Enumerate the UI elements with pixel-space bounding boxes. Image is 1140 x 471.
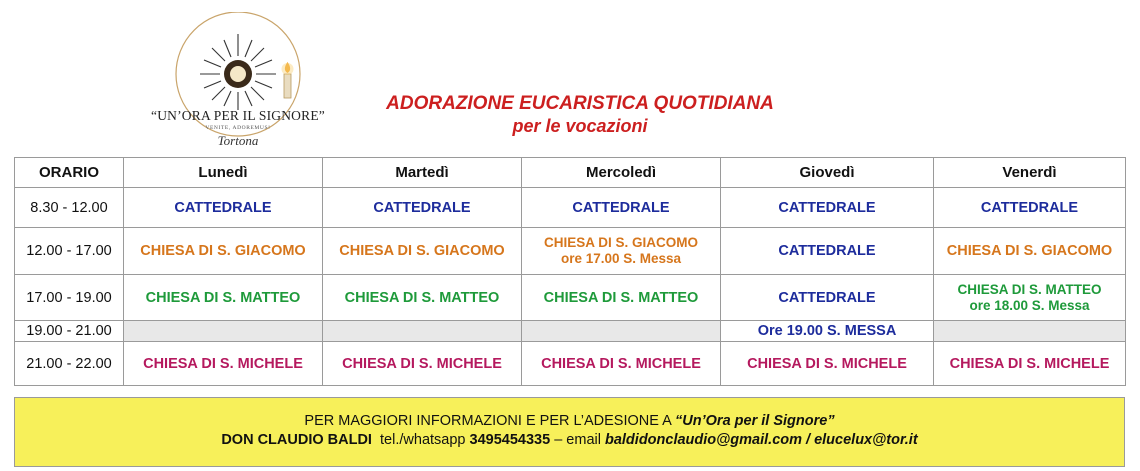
schedule-cell: CHIESA DI S. MATTEO <box>323 275 522 321</box>
schedule-cell: CHIESA DI S. GIACOMO <box>124 228 323 275</box>
contact-name: DON CLAUDIO BALDI <box>221 432 372 448</box>
title-line1: ADORAZIONE EUCARISTICA QUOTIDIANA <box>386 93 774 114</box>
empty-cell <box>323 321 522 342</box>
monstrance-logo-icon <box>138 12 338 152</box>
phone-label: tel./whatsapp <box>380 432 466 448</box>
schedule-cell: CATTEDRALE <box>323 188 522 228</box>
header-giovedi: Giovedì <box>721 158 934 188</box>
schedule-cell <box>934 275 1126 321</box>
schedule-cell: CATTEDRALE <box>721 275 934 321</box>
table-row <box>15 188 1126 228</box>
schedule-cell: CHIESA DI S. GIACOMO <box>934 228 1126 275</box>
time-cell: 8.30 - 12.00 <box>15 188 124 228</box>
table-row <box>15 275 1126 321</box>
cell-line2: ore 17.00 S. Messa <box>560 251 682 266</box>
schedule-cell: CHIESA DI S. GIACOMO <box>323 228 522 275</box>
schedule-cell: CATTEDRALE <box>721 188 934 228</box>
header-martedi: Martedì <box>323 158 522 188</box>
schedule-cell: CATTEDRALE <box>522 188 721 228</box>
header-lunedi: Lunedì <box>124 158 323 188</box>
schedule-cell <box>522 228 721 275</box>
table-row <box>15 342 1126 386</box>
time-cell: 19.00 - 21.00 <box>15 321 124 342</box>
phone-number: 3495454335 <box>469 432 551 448</box>
header-venerdi: Venerdì <box>934 158 1126 188</box>
schedule-cell: CHIESA DI S. MICHELE <box>934 342 1126 386</box>
title-line2: per le vocazioni <box>512 116 648 136</box>
cell-line1: CHIESA DI S. MATTEO <box>957 281 1102 297</box>
schedule-cell: Ore 19.00 S. MESSA <box>721 321 934 342</box>
footer-org-name: “Un’Ora per il Signore” <box>675 413 835 429</box>
logo-name: “UN’ORA PER IL SIGNORE” <box>151 108 325 123</box>
email-addresses: baldidonclaudio@gmail.com / elucelux@tor.it <box>604 432 918 448</box>
schedule-cell: CHIESA DI S. MATTEO <box>124 275 323 321</box>
logo-motto: VENITE, ADOREMUS! <box>205 125 271 131</box>
footer-info-text: PER MAGGIORI INFORMAZIONI E PER L’ADESIONE A <box>304 413 676 429</box>
empty-cell <box>124 321 323 342</box>
schedule-cell: CHIESA DI S. MICHELE <box>721 342 934 386</box>
schedule-cell: CATTEDRALE <box>721 228 934 275</box>
cell-line2: ore 18.00 S. Messa <box>969 297 1090 313</box>
schedule-cell: CHIESA DI S. MICHELE <box>323 342 522 386</box>
footer-line1 <box>15 412 1124 431</box>
empty-cell <box>934 321 1126 342</box>
logo-signature: Tortona <box>217 133 259 148</box>
info-footer <box>14 397 1125 467</box>
empty-cell <box>522 321 721 342</box>
header-mercoledi: Mercoledì <box>522 158 721 188</box>
time-cell: 21.00 - 22.00 <box>15 342 124 386</box>
cell-line1: CHIESA DI S. GIACOMO <box>543 235 698 250</box>
page-title <box>340 93 820 137</box>
table-row <box>15 228 1126 275</box>
schedule-cell: CATTEDRALE <box>124 188 323 228</box>
table-row <box>15 321 1126 342</box>
time-cell: 12.00 - 17.00 <box>15 228 124 275</box>
schedule-cell: CHIESA DI S. MICHELE <box>522 342 721 386</box>
footer-line2 <box>15 431 1124 450</box>
header-orario: ORARIO <box>15 158 124 188</box>
schedule-cell: CHIESA DI S. MICHELE <box>124 342 323 386</box>
schedule-cell: CATTEDRALE <box>934 188 1126 228</box>
schedule-table <box>14 157 1126 386</box>
logo <box>138 12 338 152</box>
schedule-cell: CHIESA DI S. MATTEO <box>522 275 721 321</box>
time-cell: 17.00 - 19.00 <box>15 275 124 321</box>
table-header-row <box>15 158 1126 188</box>
email-label: – email <box>554 432 601 448</box>
